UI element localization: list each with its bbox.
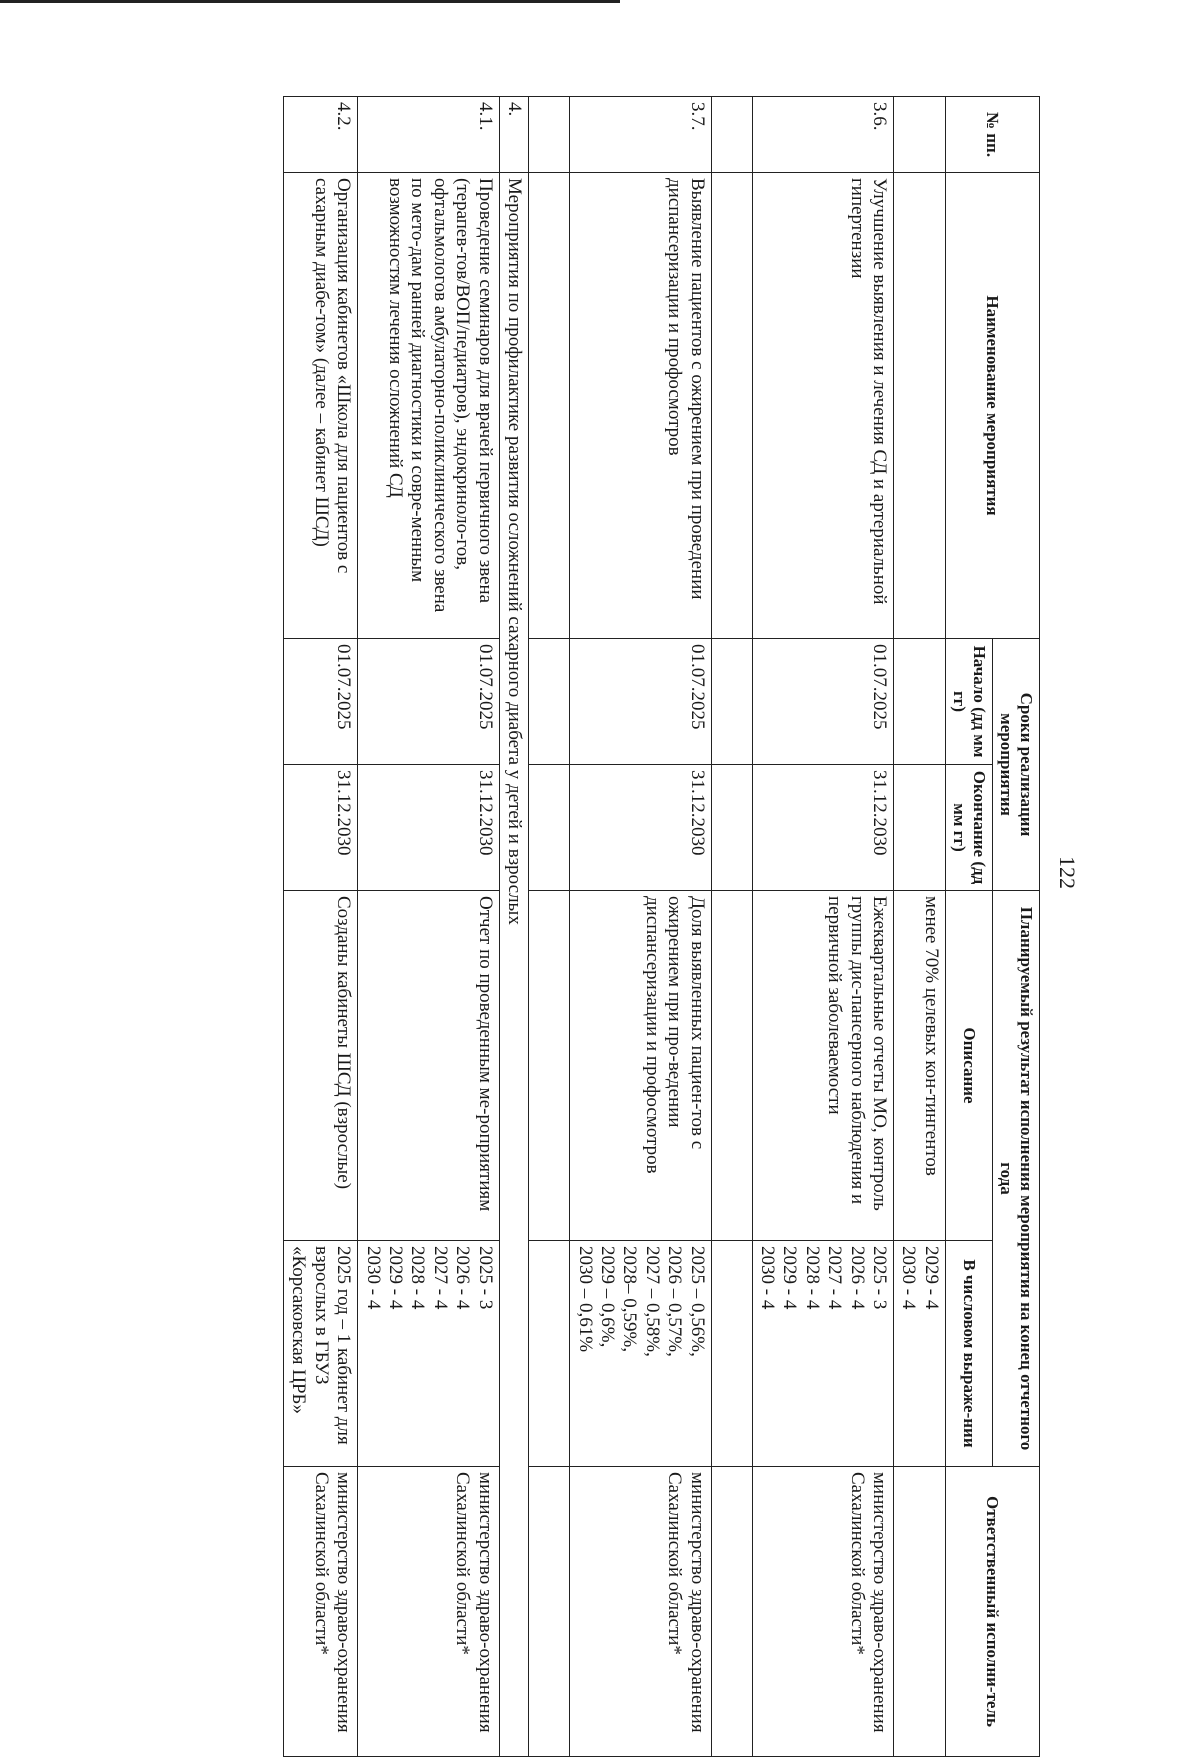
cell-numeric: 2025 год – 1 кабинет для взрослых в ГБУЗ «Корсаковская ЦРБ» <box>284 1241 358 1467</box>
cell-executor: министерство здраво-охранения Сахалинской области* <box>284 1467 358 1757</box>
cell-end: 31.12.2030 <box>570 765 711 891</box>
header-executor: Ответственный исполни-тель <box>945 1467 1039 1757</box>
cell-executor: министерство здраво-охранения Сахалинской области* <box>752 1467 893 1757</box>
table-row <box>894 97 946 1757</box>
spacer-row <box>711 97 752 1757</box>
cell-description: менее 70% целевых кон-тингентов <box>894 891 946 1241</box>
table-row <box>570 97 711 1757</box>
cell-description: Доля выявленных пациен-тов с ожирением при про-ведении диспансеризации и профосмотров <box>570 891 711 1241</box>
cell-numeric: 2025 – 0,56%, 2026 – 0,57%, 2027 – 0,58%, 2028– 0,59%, 2029 – 0,6%, 2030 – 0,61% <box>570 1241 711 1467</box>
header-result: Планируемый результат исполнения мероприятия на конец отчетного года <box>992 891 1039 1467</box>
cell-start: 01.07.2025 <box>358 639 499 765</box>
header-description: Описание <box>945 891 992 1241</box>
cell-num: 4.1. <box>358 97 499 173</box>
section-num: 4. <box>499 97 528 173</box>
header-row-1 <box>992 97 1039 1757</box>
cell-executor: министерство здраво-охранения Сахалинской области* <box>358 1467 499 1757</box>
cell-numeric: 2025 - 3 2026 - 4 2027 - 4 2028 - 4 2029 - 4 2030 - 4 <box>752 1241 893 1467</box>
top-rule <box>0 0 620 3</box>
cell-name: Выявление пациентов с ожирением при проведении диспансеризации и профосмотров <box>570 173 711 639</box>
cell-num <box>894 97 946 173</box>
section-title: Мероприятия по профилактике развития осложнений сахарного диабета у детей и взрослых <box>499 173 528 1757</box>
cell-description: Созданы кабинеты ШСД (взрослые) <box>284 891 358 1241</box>
section-row <box>499 97 528 1757</box>
plan-table <box>283 96 1040 1757</box>
cell-name: Улучшение выявления и лечения СД и артериальной гипертензии <box>752 173 893 639</box>
cell-description: Отчет по проведенным ме-роприятиям <box>358 891 499 1241</box>
cell-start: 01.07.2025 <box>752 639 893 765</box>
header-name: Наименование мероприятия <box>945 173 1039 639</box>
header-numeric: В числовом выраже-нии <box>945 1241 992 1467</box>
table-row <box>284 97 358 1757</box>
cell-name: Проведение семинаров для врачей первичного звена (терапев-тов/ВОП/педиатров), эндокриноло-гов, офтальмологов амбулаторно-поликлинического звена по мето-дам ранней диагностики и совре-менным возможностям лечения осложнений СД <box>358 173 499 639</box>
cell-end <box>894 765 946 891</box>
cell-numeric: 2029 - 4 2030 - 4 <box>894 1241 946 1467</box>
spacer-row <box>529 97 570 1757</box>
cell-end: 31.12.2030 <box>284 765 358 891</box>
header-num: № пп. <box>945 97 1039 173</box>
cell-description: Ежеквартальные отчеты МО, контроль группы дис-пансерного наблюдения и первичной заболеваемости <box>752 891 893 1241</box>
header-end: Окончание (дд мм гг) <box>945 765 992 891</box>
cell-executor <box>894 1467 946 1757</box>
cell-end: 31.12.2030 <box>358 765 499 891</box>
table-row <box>358 97 499 1757</box>
cell-num: 3.6. <box>752 97 893 173</box>
cell-start: 01.07.2025 <box>284 639 358 765</box>
cell-start: 01.07.2025 <box>570 639 711 765</box>
cell-num: 4.2. <box>284 97 358 173</box>
cell-num: 3.7. <box>570 97 711 173</box>
cell-numeric: 2025 - 3 2026 - 4 2027 - 4 2028 - 4 2029 - 4 2030 - 4 <box>358 1241 499 1467</box>
cell-executor: министерство здраво-охранения Сахалинской области* <box>570 1467 711 1757</box>
table-row <box>752 97 893 1757</box>
header-terms: Сроки реализации мероприятия <box>992 639 1039 891</box>
cell-name <box>894 173 946 639</box>
cell-start <box>894 639 946 765</box>
page-number: 122 <box>1055 856 1080 889</box>
header-start: Начало (дд мм гг) <box>945 639 992 765</box>
cell-name: Организация кабинетов «Школа для пациентов с сахарным диабе-том» (далее – кабинет ШСД) <box>284 173 358 639</box>
cell-end: 31.12.2030 <box>752 765 893 891</box>
rotated-page <box>70 96 1040 1756</box>
